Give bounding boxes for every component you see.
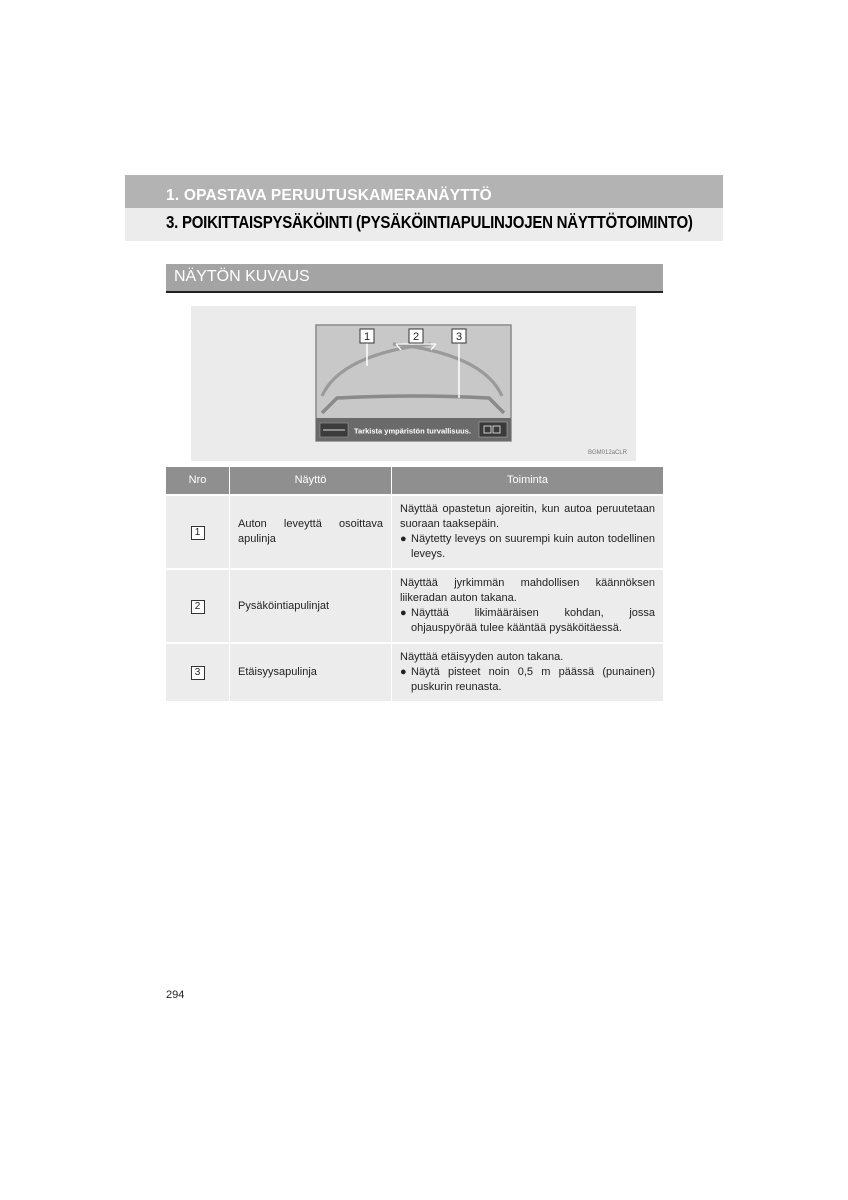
svg-text:3: 3: [455, 331, 463, 343]
row-function-text: Näyttää jyrkimmän mahdollisen käännöksen liikeradan auton takana.: [400, 577, 655, 604]
callout-2: [409, 329, 423, 343]
svg-text:1: 1: [363, 331, 371, 343]
figure-code: BGM012aCLR: [588, 450, 628, 456]
callout-3: [452, 329, 466, 343]
row-function-bullet: Näytetty leveys on suurempi kuin auton todellinen leveys.: [411, 533, 655, 560]
row-number-box: 3: [191, 666, 205, 680]
table-header-row: [166, 467, 663, 495]
row-function-bullet: Näyttää likimääräisen kohdan, jossa ohjauspyörää tulee kääntää pysäköitäessä.: [411, 607, 655, 634]
camera-screen-illustration: [191, 306, 636, 461]
subsection-title: NÄYTÖN KUVAUS: [174, 268, 310, 285]
guide-lines-table: [166, 467, 663, 701]
page-number: 294: [166, 989, 185, 1001]
row-display: Pysäköintiapulinjat: [230, 569, 392, 643]
table-row: [166, 569, 663, 643]
chapter-title: 1. OPASTAVA PERUUTUSKAMERANÄYTTÖ: [166, 187, 492, 204]
row-display: Auton leveyttä osoittava apulinja: [230, 495, 392, 569]
table-row: [166, 495, 663, 569]
svg-text:2: 2: [412, 331, 420, 343]
camera-figure: [191, 306, 636, 461]
callout-1: [360, 329, 374, 343]
bullet-dot: ●: [400, 666, 407, 678]
row-function-bullet: Näytä pisteet noin 0,5 m päässä (punainen) puskurin reunasta.: [411, 666, 655, 693]
section-title: 3. POIKITTAISPYSÄKÖINTI (PYSÄKÖINTIAPULINJOJEN NÄYTTÖTOIMINTO): [166, 212, 693, 232]
row-number-box: 1: [191, 526, 205, 540]
row-function-text: Näyttää etäisyyden auton takana.: [400, 651, 564, 663]
table-row: [166, 643, 663, 701]
screen-message: Tarkista ympäristön turvallisuus.: [354, 426, 471, 436]
header-no: Nro: [166, 467, 230, 495]
header-display: Näyttö: [230, 467, 392, 495]
header-function: Toiminta: [392, 467, 664, 495]
row-display: Etäisyysapulinja: [230, 643, 392, 701]
bullet-dot: ●: [400, 607, 407, 619]
row-number-box: 2: [191, 600, 205, 614]
bullet-dot: ●: [400, 533, 407, 545]
row-function-text: Näyttää opastetun ajoreitin, kun autoa peruutetaan suoraan taaksepäin.: [400, 503, 655, 530]
